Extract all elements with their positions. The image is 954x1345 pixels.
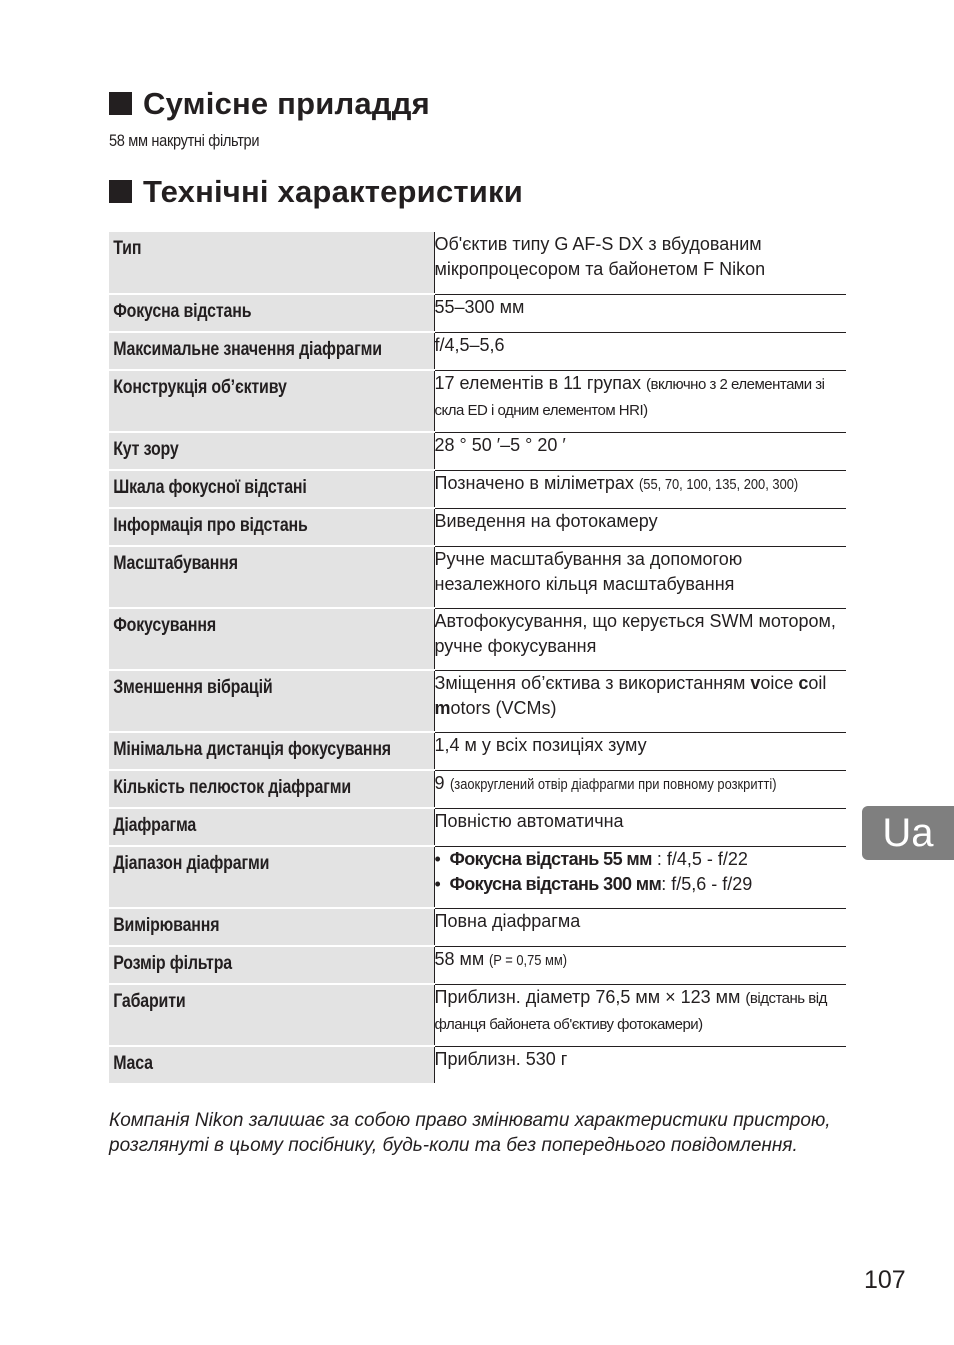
spec-value: Об'єктив типу G AF-S DX з вбудованим мікропроцесором та байонетом F Nikon (434, 232, 846, 294)
page-number: 107 (864, 1266, 906, 1294)
spec-note: (відстань від фланця байонета об'єктиву фотокамери) (434, 989, 827, 1033)
spec-main: 17 елементів в 11 групах (434, 372, 641, 393)
spec-value (434, 370, 846, 432)
spec-value (434, 984, 846, 1046)
spec-label: Масштабування (109, 546, 434, 608)
table-row (109, 1046, 846, 1084)
table-row (109, 370, 846, 432)
table-row (109, 808, 846, 846)
spec-value (434, 470, 846, 508)
spec-label: Інформація про відстань (109, 508, 434, 546)
language-tab: Ua (862, 806, 954, 860)
disclaimer-note: Компанія Nikon залишає за собою право змінювати характеристики пристрою, розглянуті в цьому посібнику, будь-коли та без попереднього повідомлення. (109, 1110, 831, 1156)
spec-note: (P = 0,75 мм) (489, 951, 568, 969)
spec-note: (55, 70, 100, 135, 200, 300) (638, 475, 799, 493)
table-row (109, 608, 846, 670)
section-title: Технічні характеристики (143, 174, 523, 209)
section-heading-accessories (109, 88, 430, 119)
table-row (109, 470, 846, 508)
spec-value: Виведення на фотокамеру (434, 508, 846, 546)
spec-label: Максимальне значення діафрагми (109, 332, 434, 370)
spec-label: Фокусна відстань (109, 294, 434, 332)
spec-label: Мінімальна дистанція фокусування (109, 732, 434, 770)
spec-value (434, 846, 846, 908)
spec-label: Конструкція об’єктиву (109, 370, 434, 432)
spec-label: Тип (109, 232, 434, 294)
spec-label: Зменшення вібрацій (109, 670, 434, 732)
spec-note: (заокруглений отвір діафрагми при повному розкритті) (449, 775, 777, 793)
spec-value: Ручне масштабування за допомогою незалежного кільця масштабування (434, 546, 846, 608)
spec-value: Зміщення об’єктива з використанням voice coil motors (VCMs) (434, 670, 846, 732)
spec-value: Автофокусування, що керується SWM мотором, ручне фокусування (434, 608, 846, 670)
spec-value (434, 770, 846, 808)
table-row (109, 984, 846, 1046)
spec-value: 55–300 мм (434, 294, 846, 332)
spec-main: Приблизн. діаметр 76,5 мм × 123 мм (434, 986, 741, 1007)
spec-label: Кут зору (109, 432, 434, 470)
table-row (109, 332, 846, 370)
spec-value: 28 ° 50 ′–5 ° 20 ′ (434, 432, 846, 470)
spec-label: Шкала фокусної відстані (109, 470, 434, 508)
table-row (109, 670, 846, 732)
spec-value: f/4,5–5,6 (434, 332, 846, 370)
spec-label: Габарити (109, 984, 434, 1046)
list-item: • Фокусна відстань 55 мм : f/4,5 - f/22 (435, 847, 847, 872)
table-row (109, 732, 846, 770)
spec-label: Кількість пелюсток діафрагми (109, 770, 434, 808)
spec-label: Діапазон діафрагми (109, 846, 434, 908)
spec-note: (включно з 2 елементами зі скла ED і одним елементом HRI) (434, 375, 825, 419)
table-row (109, 508, 846, 546)
spec-label: Діафрагма (109, 808, 434, 846)
spec-label: Маса (109, 1046, 434, 1084)
table-row (109, 946, 846, 984)
spec-main: 58 мм (434, 948, 485, 969)
spec-value: Приблизн. 530 г (434, 1046, 846, 1084)
list-item: • Фокусна відстань 300 мм: f/5,6 - f/29 (435, 872, 847, 897)
table-row (109, 546, 846, 608)
table-row (109, 432, 846, 470)
spec-label: Вимірювання (109, 908, 434, 946)
section-heading-specs (109, 176, 523, 207)
table-row (109, 770, 846, 808)
spec-label: Розмір фільтра (109, 946, 434, 984)
spec-main: Позначено в міліметрах (434, 472, 634, 493)
table-row (109, 908, 846, 946)
spec-label: Фокусування (109, 608, 434, 670)
spec-value: Повна діафрагма (434, 908, 846, 946)
aperture-range-list (435, 847, 847, 897)
specs-table (109, 232, 846, 1085)
table-row (109, 294, 846, 332)
spec-value (434, 946, 846, 984)
accessories-text: 58 мм накрутні фільтри (109, 131, 260, 150)
heading-square-icon (109, 92, 132, 115)
spec-value: Повністю автоматична (434, 808, 846, 846)
table-row (109, 846, 846, 908)
table-row (109, 232, 846, 294)
spec-main: 9 (434, 772, 445, 793)
heading-square-icon (109, 180, 132, 203)
section-title: Сумісне приладдя (143, 86, 430, 121)
spec-value: 1,4 м у всіх позиціях зуму (434, 732, 846, 770)
